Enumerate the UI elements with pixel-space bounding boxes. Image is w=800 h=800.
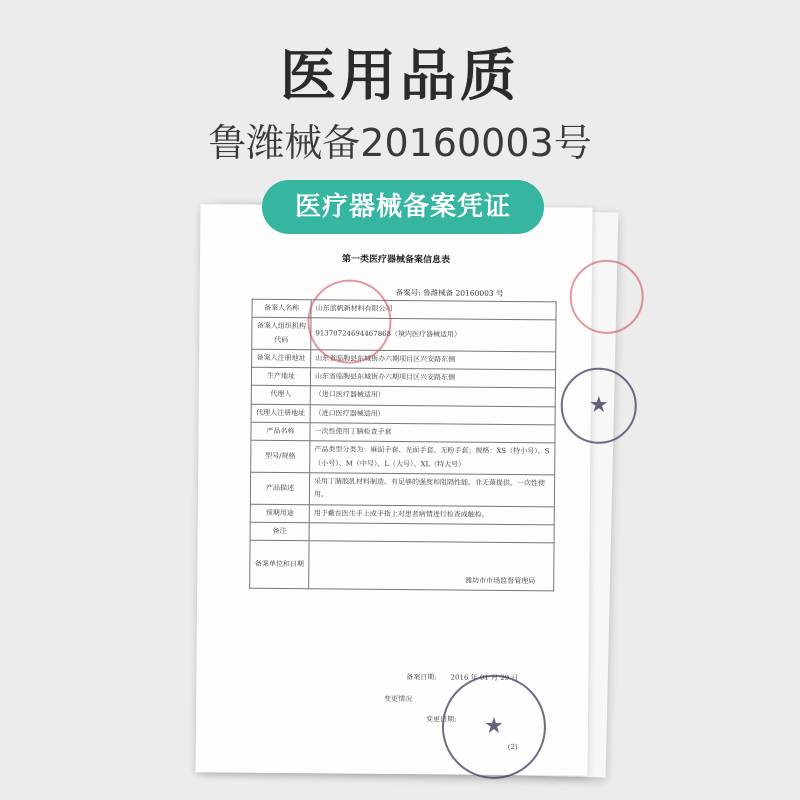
table-row: [252, 318, 556, 352]
change-status-label: 变更情况: [384, 694, 413, 704]
row-value: 采用丁腈胶乳材料制造。有足够的强度和阻隔性能。非无菌提供，一次性使用。: [309, 473, 554, 507]
row-value: 山东蓝帆新材料有限公司: [311, 300, 556, 320]
table-row: [250, 540, 554, 591]
row-label: 代理人: [251, 386, 310, 405]
row-label: 生产地址: [251, 367, 310, 386]
change-date-label: 变更日期:: [425, 715, 457, 724]
row-label: 产品名称: [251, 422, 310, 441]
row-label: 代理人注册地址: [251, 404, 310, 423]
document-title: 第一类医疗器械备案信息表: [341, 254, 451, 266]
company-seal-stamp: [307, 279, 392, 364]
star-icon: ★: [483, 713, 504, 739]
page-number: (2): [507, 743, 518, 752]
official-seal-stamp-edge: [560, 367, 637, 444]
table-row: [250, 472, 554, 506]
row-label: 备注: [250, 522, 309, 541]
row-value: 山东省临朐县东城街办六期项目区兴安路东侧: [311, 350, 556, 370]
row-label: 备案人组织机构代码: [252, 318, 311, 350]
row-value: 山东省临朐县东城街办六期项目区兴安路东侧: [310, 368, 555, 388]
table-row: [251, 441, 555, 475]
record-form-table: [249, 299, 557, 592]
certificate-badge: 医疗器械备案凭证: [262, 180, 544, 234]
row-label: 产品描述: [250, 472, 309, 504]
row-label: 型号/规格: [251, 441, 310, 473]
red-seal-stamp-edge: [569, 260, 644, 335]
official-seal-stamp: [441, 674, 546, 779]
row-label: 备案人名称: [252, 299, 311, 318]
registration-number: 鲁潍械备20160003号: [208, 121, 592, 165]
certificate-document: [196, 204, 609, 775]
record-date: 备案日期: 2016 年 01 月 29 日: [406, 673, 519, 683]
row-value: 产品类型分类为：麻面手套、光面手套、无粉手套；规格：XS（特小号）、S（小号）、M（中号）、L（大号）、XL（特大号）: [310, 441, 555, 475]
row-value: [309, 541, 554, 591]
row-value: （进口医疗器械适用）: [310, 386, 555, 406]
row-value: 用于戴在医生手上或手指上对患者病情进行检查或触检。: [309, 504, 554, 524]
page-title: 医用品质: [280, 44, 520, 109]
row-label: 备案单位和日期: [250, 540, 309, 589]
row-value: [309, 523, 554, 543]
row-label: 预期用途: [250, 504, 309, 523]
row-value: （进口医疗器械适用）: [310, 405, 555, 425]
star-icon: ★: [588, 392, 609, 418]
row-value: 91370724694467868（境内医疗器械适用）: [311, 318, 556, 352]
issuing-authority: 潍坊市市场监督管理局: [465, 576, 536, 586]
record-number: 备案号: 鲁潍械备 20160003 号: [395, 288, 504, 298]
row-label: 备案人注册地址: [252, 349, 311, 368]
row-value: 一次性使用丁腈检查手套: [310, 423, 555, 443]
